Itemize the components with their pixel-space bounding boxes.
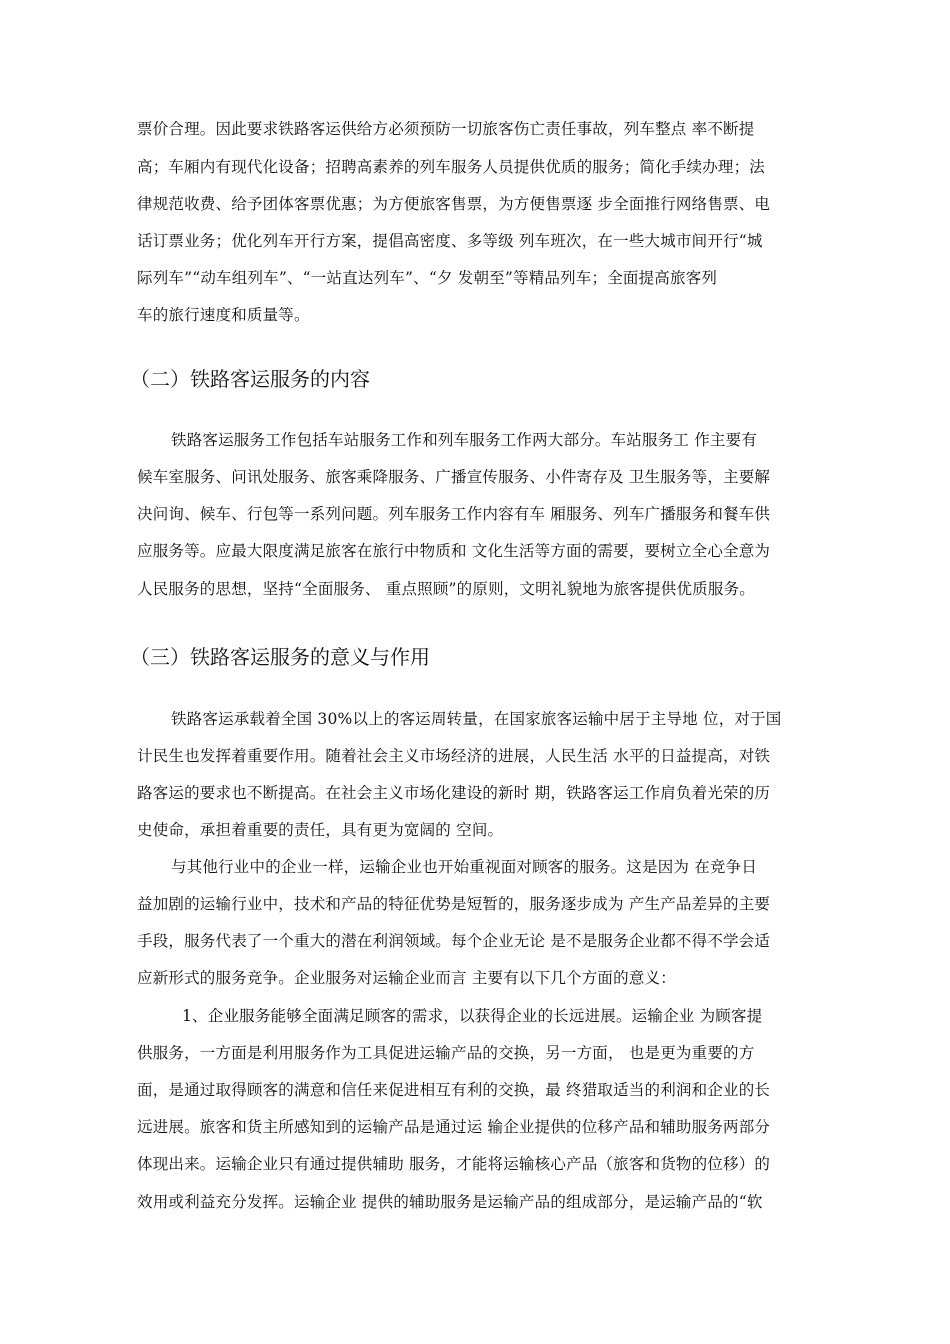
section-2-line-1: 铁路客运服务工作包括车站服务工作和列车服务工作两大部分。车站服务工 作主要有 [171, 431, 758, 449]
section-3-p3-line-6: 效用或利益充分发挥。运输企业 提供的辅助服务是运输产品的组成部分，是运输产品的“软 [137, 1193, 763, 1211]
section-3-p3-line-4: 远进展。旅客和货主所感知到的运输产品是通过运 输企业提供的位移产品和辅助服务两部分 [137, 1118, 771, 1136]
intro-line-4: 话订票业务；优化列车开行方案，提倡高密度、多等级 列车班次，在一些大城市间开行“城 [137, 232, 763, 250]
intro-line-2: 高；车厢内有现代化设备；招聘高素养的列车服务人员提供优质的服务；简化手续办理；法 [137, 158, 766, 176]
intro-line-3: 律规范收费、给予团体客票优惠；为方便旅客售票，为方便售票逐 步全面推行网络售票、电 [137, 195, 771, 213]
section-2-line-5: 人民服务的思想，坚持“全面服务、 重点照顾”的原则，文明礼貌地为旅客提供优质服务。 [137, 580, 755, 598]
section-3-p2-line-4: 应新形式的服务竞争。企业服务对运输企业而言 主要有以下几个方面的意义： [137, 969, 676, 987]
section-3-p2-line-1: 与其他行业中的企业一样，运输企业也开始重视面对顾客的服务。这是因为 在竞争日 [171, 858, 758, 876]
section-2-heading: （二）铁路客运服务的内容 [130, 367, 370, 391]
section-3-p2-line-3: 手段，服务代表了一个重大的潜在利润领域。每个企业无论 是不是服务企业都不得不学会适 [137, 932, 771, 950]
section-3-p1-line-3: 路客运的要求也不断提高。在社会主义市场化建设的新时 期，铁路客运工作肩负着光荣的历 [137, 784, 771, 802]
section-3-p3-line-3: 面，是通过取得顾客的满意和信任来促进相互有利的交换，最 终猎取适当的利润和企业的长 [137, 1081, 771, 1099]
section-2-line-4: 应服务等。应最大限度满足旅客在旅行中物质和 文化生活等方面的需要，要树立全心全意为 [137, 542, 771, 560]
section-3-heading: （三）铁路客运服务的意义与作用 [130, 645, 430, 669]
section-3-p3-line-5: 体现出来。运输企业只有通过提供辅助 服务，才能将运输核心产品（旅客和货物的位移）的 [137, 1155, 771, 1173]
section-3-p1-line-1: 铁路客运承载着全国 30%以上的客运周转量，在国家旅客运输中居于主导地 位，对于国 [171, 710, 782, 728]
intro-line-6: 车的旅行速度和质量等。 [137, 306, 310, 324]
section-2-line-2: 候车室服务、问讯处服务、旅客乘降服务、广播宣传服务、小件寄存及 卫生服务等，主要解 [137, 468, 771, 486]
section-3-p2-line-2: 益加剧的运输行业中，技术和产品的特征优势是短暂的，服务逐步成为 产生产品差异的主要 [137, 895, 771, 913]
section-3-p3-line-2: 供服务，一方面是利用服务作为工具促进运输产品的交换，另一方面， 也是更为重要的方 [137, 1044, 755, 1062]
intro-line-5: 际列车”“动车组列车”、“一站直达列车”、“夕 发朝至”等精品列车；全面提高旅客列 [137, 269, 718, 287]
section-3-p1-line-4: 史使命，承担着重要的责任，具有更为宽阔的 空间。 [137, 821, 504, 839]
section-2-line-3: 决问询、候车、行包等一系列问题。列车服务工作内容有车 厢服务、列车广播服务和餐车供 [137, 505, 771, 523]
intro-line-1: 票价合理。因此要求铁路客运供给方必须预防一切旅客伤亡责任事故，列车整点 率不断提 [137, 120, 755, 138]
section-3-p3-line-1: 1、企业服务能够全面满足顾客的需求，以获得企业的长远进展。运输企业 为顾客提 [182, 1007, 763, 1025]
section-3-p1-line-2: 计民生也发挥着重要作用。随着社会主义市场经济的进展，人民生活 水平的日益提高，对铁 [137, 747, 771, 765]
